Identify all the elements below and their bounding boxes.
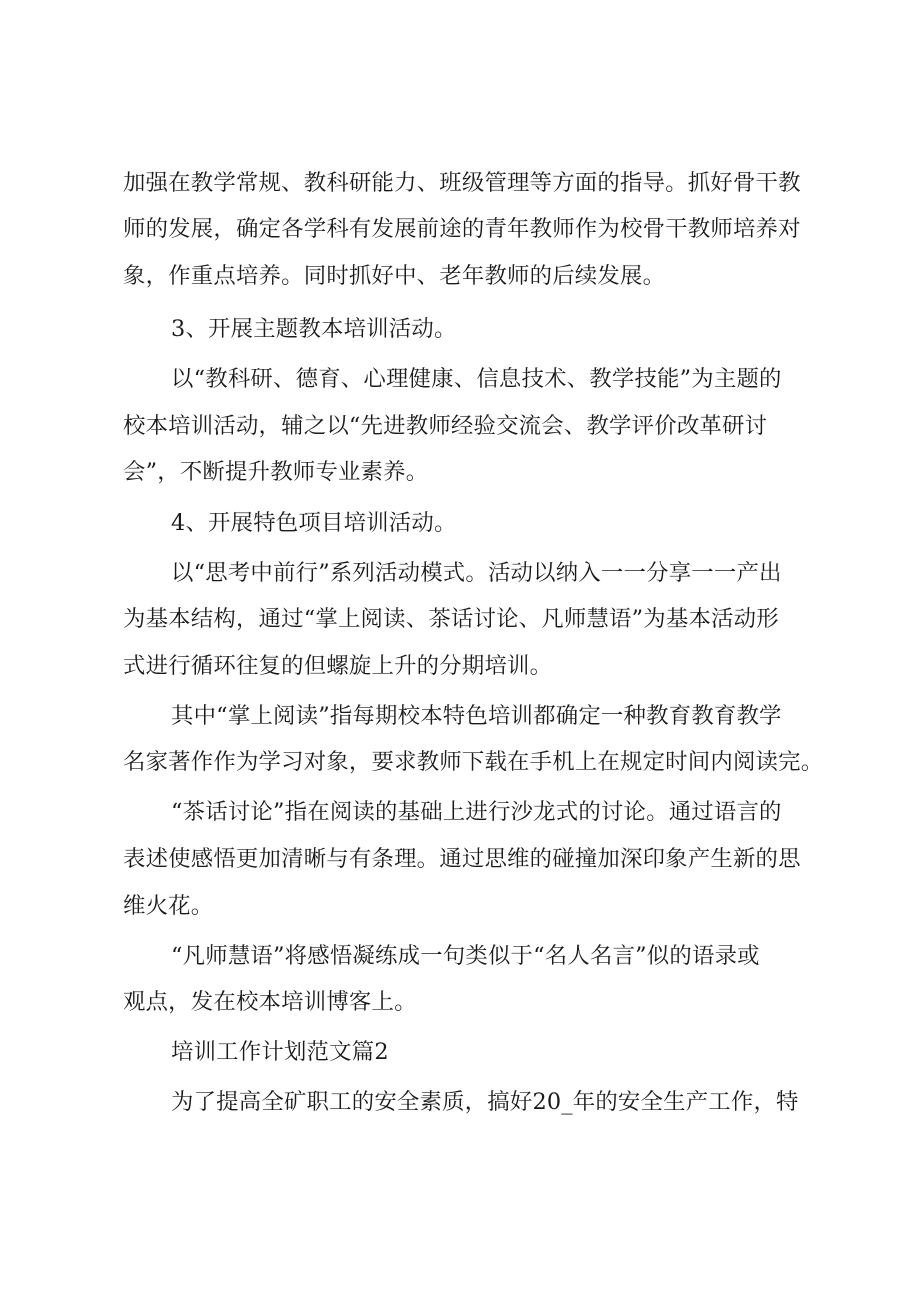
text-line: 名家著作作为学习对象，要求教师下载在手机上在规定时间内阅读完。: [123, 749, 824, 775]
text-line: 表述使感悟更加清晰与有条理。通过思维的碰撞加深印象产生新的思: [123, 846, 801, 872]
text-line: 观点，发在校本培训博客上。: [123, 989, 417, 1015]
text-line: 加强在教学常规、教科研能力、班级管理等方面的指导。抓好骨干教: [123, 170, 801, 196]
text-line: 以“教科研、德育、心理健康、信息技术、教学技能”为主题的: [171, 366, 782, 392]
text-line: 校本培训活动，辅之以“先进教师经验交流会、教学评价改革研讨: [123, 413, 768, 439]
text-line: 式进行循环往复的但螺旋上升的分期培训。: [123, 653, 553, 679]
text-line: 师的发展，确定各学科有发展前途的青年教师作为校骨干教师培养对: [123, 216, 801, 242]
text-line: 为基本结构，通过“掌上阅读、茶话讨论、凡师慧语”为基本活动形: [123, 606, 779, 632]
text-line: 以“思考中前行”系列活动模式。活动以纳入一一分享一一产出: [171, 560, 782, 586]
text-line: 维火花。: [123, 893, 214, 919]
text-line: 其中“掌上阅读”指每期校本特色培训都确定一种教育教育教学: [171, 703, 782, 729]
text-line: “茶话讨论”指在阅读的基础上进行沙龙式的讨论。通过语言的: [171, 799, 782, 825]
section-heading: 3、开展主题教本培训活动。: [171, 316, 457, 342]
text-line: 为了提高全矿职工的安全素质，搞好20_年的安全生产工作，特: [171, 1089, 799, 1115]
section-heading: 4、开展特色项目培训活动。: [171, 510, 457, 536]
text-line: 象，作重点培养。同时抓好中、老年教师的后续发展。: [123, 263, 666, 289]
article-heading: 培训工作计划范文篇2: [171, 1039, 389, 1065]
text-line: 会”，不断提升教师专业素养。: [123, 459, 429, 485]
text-line: “凡师慧语”将感悟凝练成一句类似于“名人名言”似的语录或: [171, 943, 760, 969]
